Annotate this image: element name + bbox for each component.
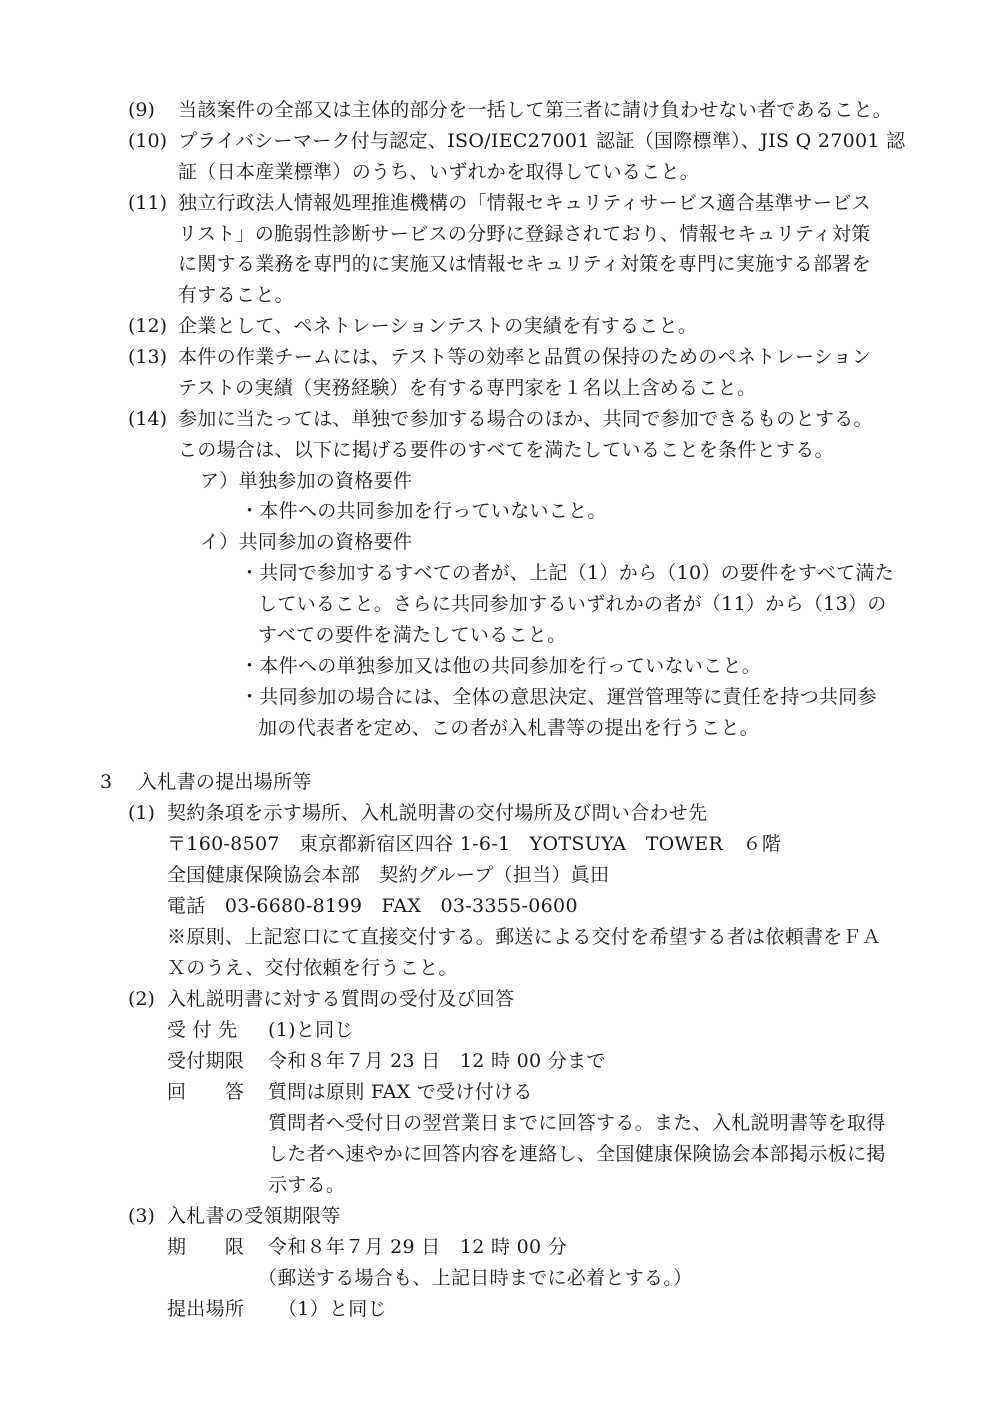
item-text: 独立行政法人情報処理推進機構の「情報セキュリティサービス適合基準サービス bbox=[178, 192, 871, 214]
item-text: 企業として、ペネトレーションテストの実績を有すること。 bbox=[178, 315, 698, 337]
item-number: (1) bbox=[128, 802, 155, 824]
sub-heading: ア）単独参加の資格要件 bbox=[200, 470, 413, 492]
item-title: 入札書の受領期限等 bbox=[167, 1205, 341, 1227]
item-text: この場合は、以下に掲げる要件のすべてを満たしていることを条件とする。 bbox=[178, 439, 834, 461]
row-continuation: 質問者へ受付日の翌営業日までに回答する。また、入札説明書等を取得 bbox=[268, 1112, 886, 1134]
row-label: 期 限 bbox=[167, 1236, 245, 1258]
item-text: 本件の作業チームには、テスト等の効率と品質の保持のためのペネトレーション bbox=[178, 346, 872, 368]
item-text: 当該案件の全部又は主体的部分を一括して第三者に請け負わせない者であること。 bbox=[178, 99, 893, 121]
row-label: 提出場所 bbox=[167, 1298, 245, 1320]
section-number: 3 bbox=[100, 771, 113, 793]
row-label: 受付期限 bbox=[167, 1050, 245, 1072]
row-value: 令和８年７月 23 日 12 時 00 分まで bbox=[268, 1050, 606, 1072]
item-number: (13) bbox=[128, 346, 168, 368]
contact-phone-fax: 電話 03-6680-8199 FAX 03-3355-0600 bbox=[167, 895, 578, 917]
item-number: (3) bbox=[128, 1205, 155, 1227]
postal-address: 〒160-8507 東京都新宿区四谷 1-6-1 YOTSUYA TOWER ６階 bbox=[167, 833, 782, 855]
row-value: （1）と同じ bbox=[278, 1298, 387, 1320]
bullet-item: 加の代表者を定め、この者が入札書等の提出を行うこと。 bbox=[258, 717, 760, 739]
row-value: (1)と同じ bbox=[268, 1019, 354, 1041]
item-text: 証（日本産業標準）のうち、いずれかを取得していること。 bbox=[178, 161, 700, 183]
item-text: 有すること。 bbox=[178, 284, 294, 306]
item-text: テストの実績（実務経験）を有する専門家を１名以上含めること。 bbox=[178, 377, 757, 399]
section-title: 入札書の提出場所等 bbox=[138, 771, 312, 793]
item-text: リスト」の脆弱性診断サービスの分野に登録されており、情報セキュリティ対策 bbox=[178, 223, 871, 245]
item-number: (11) bbox=[128, 192, 168, 214]
row-continuation: 示する。 bbox=[268, 1174, 346, 1196]
delivery-note: Ｘのうえ、交付依頼を行うこと。 bbox=[167, 957, 458, 979]
item-number: (2) bbox=[128, 988, 155, 1010]
bullet-item: ・本件への単独参加又は他の共同参加を行っていないこと。 bbox=[240, 655, 762, 677]
row-label: 回 答 bbox=[167, 1081, 245, 1103]
bullet-item: ・本件への共同参加を行っていないこと。 bbox=[240, 500, 607, 522]
sub-heading: イ）共同参加の資格要件 bbox=[200, 531, 413, 553]
contact-department: 全国健康保険協会本部 契約グループ（担当）眞田 bbox=[167, 864, 610, 886]
item-number: (10) bbox=[128, 130, 168, 152]
item-number: (14) bbox=[128, 408, 168, 430]
row-continuation: した者へ速やかに回答内容を連絡し、全国健康保険協会本部掲示板に掲 bbox=[268, 1143, 886, 1165]
item-text: プライバシーマーク付与認定、ISO/IEC27001 認証（国際標準）、JIS Q 27001 認 bbox=[178, 130, 906, 152]
row-value: 令和８年７月 29 日 12 時 00 分 bbox=[268, 1236, 568, 1258]
item-text: に関する業務を専門的に実施又は情報セキュリティ対策を専門に実施する部署を bbox=[178, 253, 871, 275]
row-value: 質問は原則 FAX で受け付ける bbox=[268, 1081, 533, 1103]
bullet-item: すべての要件を満たしていること。 bbox=[258, 624, 567, 646]
item-text: 参加に当たっては、単独で参加する場合のほか、共同で参加できるものとする。 bbox=[178, 408, 873, 430]
deadline-note: （郵送する場合も、上記日時までに必着とする。） bbox=[258, 1267, 693, 1289]
row-label: 受 付 先 bbox=[167, 1019, 238, 1041]
item-number: (9) bbox=[128, 99, 155, 121]
bullet-item: ・共同参加の場合には、全体の意思決定、運営管理等に責任を持つ共同参 bbox=[240, 686, 877, 708]
item-title: 契約条項を示す場所、入札説明書の交付場所及び問い合わせ先 bbox=[167, 802, 708, 824]
delivery-note: ※原則、上記窓口にて直接交付する。郵送による交付を希望する者は依頼書をＦＡ bbox=[167, 926, 882, 948]
item-number: (12) bbox=[128, 315, 168, 337]
item-title: 入札説明書に対する質問の受付及び回答 bbox=[167, 988, 515, 1010]
bullet-item: していること。さらに共同参加するいずれかの者が（11）から（13）の bbox=[258, 593, 887, 615]
bullet-item: ・共同で参加するすべての者が、上記（1）から（10）の要件をすべて満た bbox=[240, 562, 895, 584]
